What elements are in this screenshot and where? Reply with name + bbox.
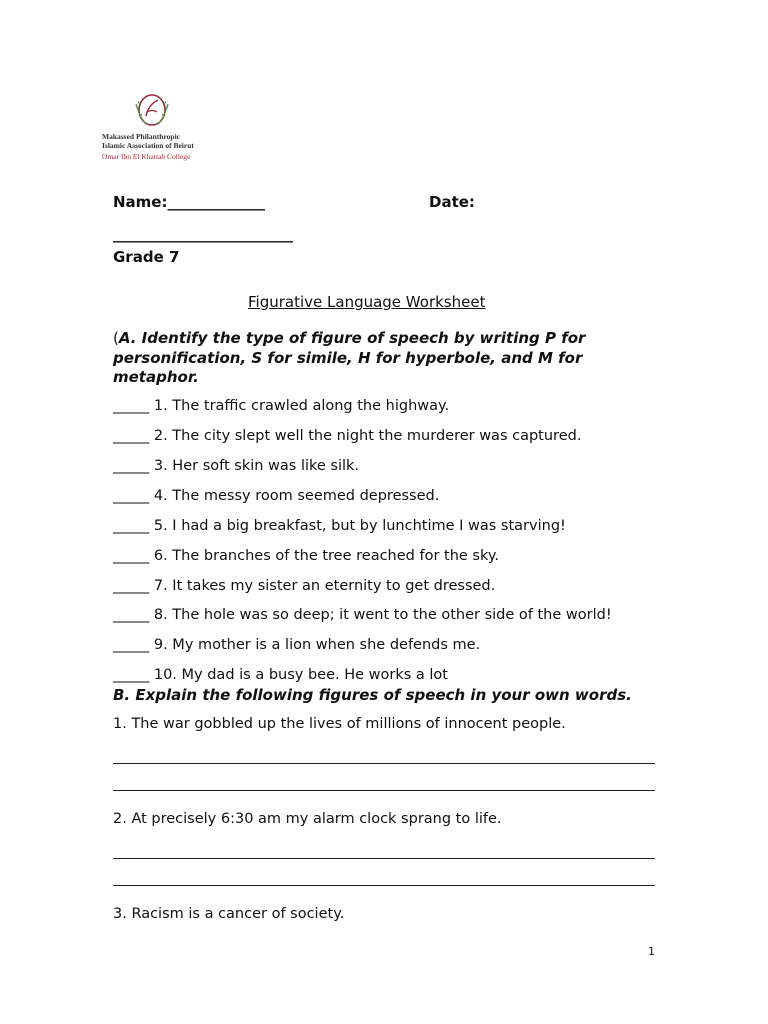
list-item: _____ 3. Her soft skin was like silk. [113, 458, 360, 474]
list-item: _____ 10. My dad is a busy bee. He works a lot [113, 667, 448, 683]
question-1: 1. The war gobbled up the lives of millions of innocent people. [113, 716, 566, 732]
logo-org-line2: Islamic Association of Beirut [102, 141, 194, 150]
section-a-instruction [113, 329, 633, 388]
list-item: _____ 1. The traffic crawled along the highway. [113, 398, 450, 414]
date-field-label: Date: [429, 193, 475, 211]
school-logo [100, 92, 210, 166]
logo-college-name: Omar Ibn El Khattab College [102, 152, 191, 161]
name-field-label: Name:_____________ [113, 193, 265, 211]
answer-line-2b[interactable] [113, 885, 655, 886]
answer-line-1b[interactable] [113, 790, 655, 791]
section-b-instruction: B. Explain the following figures of speech in your own words. [113, 686, 632, 704]
question-2: 2. At precisely 6:30 am my alarm clock sprang to life. [113, 811, 502, 827]
list-item: _____ 2. The city slept well the night the murderer was captured. [113, 428, 582, 444]
logo-org-line1: Makassed Philanthropic [102, 132, 180, 141]
question-3: 3. Racism is a cancer of society. [113, 906, 345, 922]
section-a-instruction-text: A. Identify the type of figure of speech by writing P for personification, S for simile, H for hyperbole, and M for metaphor. [113, 329, 586, 386]
page-number: 1 [648, 945, 655, 958]
list-item: _____ 5. I had a big breakfast, but by lunchtime I was starving! [113, 518, 566, 534]
list-item: _____ 9. My mother is a lion when she defends me. [113, 637, 481, 653]
answer-line-2a[interactable] [113, 858, 655, 859]
worksheet-title: Figurative Language Worksheet [248, 293, 486, 311]
school-emblem-icon [132, 92, 172, 130]
list-item: _____ 7. It takes my sister an eternity to get dressed. [113, 578, 496, 594]
list-item: _____ 8. The hole was so deep; it went to the other side of the world! [113, 607, 612, 623]
instruction-open-paren: ( [113, 329, 119, 347]
answer-line-1a[interactable] [113, 763, 655, 764]
list-item: _____ 6. The branches of the tree reached for the sky. [113, 548, 499, 564]
date-blank-line: ________________________ [113, 225, 293, 243]
grade-label: Grade 7 [113, 248, 180, 266]
list-item: _____ 4. The messy room seemed depressed. [113, 488, 440, 504]
